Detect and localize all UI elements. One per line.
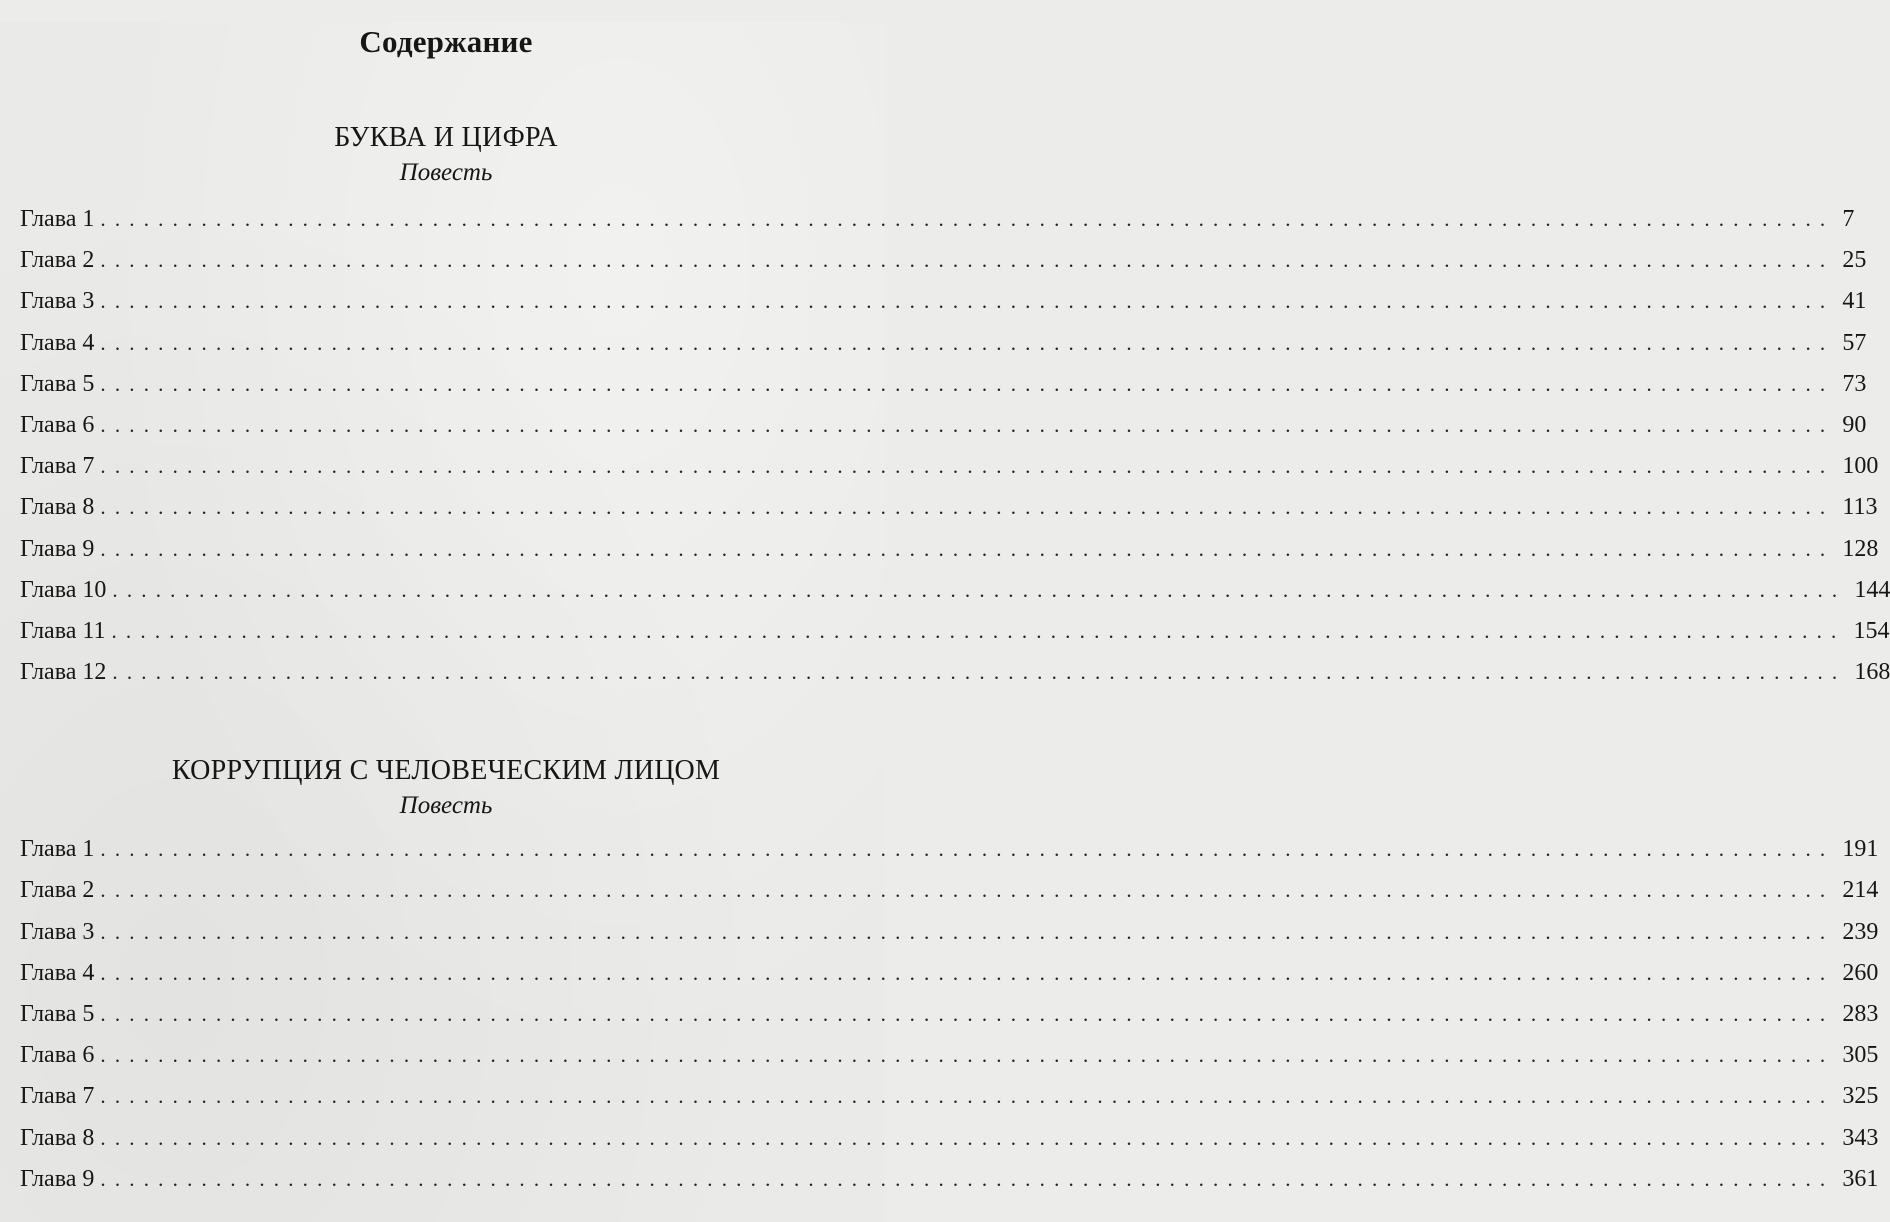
toc-entry-label: Глава 10 [20,576,107,603]
toc-entry-label: Глава 11 [20,617,106,644]
toc-entry [20,611,1890,652]
toc-entry [20,994,1879,1035]
toc-entry [20,829,1879,870]
toc-entry [20,240,1867,281]
toc-section-1 [20,120,1890,693]
toc-entry-page-number: 239 [1842,918,1879,945]
toc-entry-label: Глава 9 [20,535,95,562]
dot-leader: ........................................................................................................................ [100,1125,1835,1150]
section-subtitle: Повесть [399,159,493,186]
toc-entry-page-number: 90 [1842,411,1867,438]
toc-entry-label: Глава 1 [20,206,95,232]
toc-entry [20,652,1890,693]
toc-entry-page-number: 260 [1842,959,1879,986]
toc-entry-page-number: 325 [1842,1083,1879,1110]
dot-leader: ........................................................................................................................ [112,660,1847,685]
dot-leader: ........................................................................................................................ [100,919,1835,944]
toc-entry-page-number: 168 [1854,659,1890,686]
toc-entry [20,529,1879,570]
toc-entry-label: Глава 5 [20,370,95,397]
toc-entry-page-number: 343 [1842,1124,1879,1151]
toc-entry-label: Глава 2 [20,247,95,274]
section-title: КОРРУПЦИЯ С ЧЕЛОВЕЧЕСКИМ ЛИЦОМ [171,755,721,787]
toc-entry-page-number: 154 [1853,617,1890,644]
toc-entry-label: Глава 9 [20,1165,95,1192]
toc-entry [20,364,1867,405]
dot-leader: ........................................................................................................................ [100,289,1835,314]
toc-entry-page-number: 113 [1842,494,1878,521]
toc-entry-page-number: 305 [1842,1042,1879,1069]
toc-entry [20,1076,1879,1117]
toc-entry-page-number: 361 [1842,1165,1879,1192]
toc-entry-page-number: 100 [1842,453,1879,480]
dot-leader: ........................................................................................................................ [100,412,1835,437]
toc-entry [20,405,1867,446]
toc-entry-label: Глава 8 [20,1124,95,1151]
toc-entry-page-number: 7 [1842,206,1855,232]
toc-entry-page-number: 214 [1842,877,1879,904]
toc-entry [20,281,1867,322]
dot-leader: ........................................................................................................................ [100,1166,1835,1191]
dot-leader: ........................................................................................................................ [111,618,1846,643]
section-subtitle: Повесть [399,792,493,820]
toc-entry-page-number: 128 [1842,535,1879,562]
toc-entry-label: Глава 3 [20,288,95,315]
toc-entry-page-number: 144 [1854,576,1890,603]
toc-entry-label: Глава 4 [20,959,95,986]
toc-entry [20,323,1867,364]
dot-leader: ........................................................................................................................ [100,207,1835,231]
toc-entry [20,912,1879,953]
dot-leader: ........................................................................................................................ [100,1002,1835,1026]
dot-leader: ........................................................................................................................ [100,837,1835,862]
toc-list [20,199,1890,693]
dot-leader: ........................................................................................................................ [100,878,1835,903]
dot-leader: ........................................................................................................................ [112,577,1847,602]
toc-entry-page-number: 283 [1842,1001,1879,1027]
section-title: БУКВА И ЦИФРА [334,122,558,153]
toc-entry-label: Глава 6 [20,411,95,438]
dot-leader: ........................................................................................................................ [100,330,1835,355]
toc-entry [20,1159,1879,1200]
dot-leader: ........................................................................................................................ [100,248,1835,273]
toc-list [20,829,1879,1200]
toc-entry-page-number: 57 [1842,329,1867,356]
toc-entry-page-number: 191 [1842,836,1879,863]
toc-entry-page-number: 41 [1842,288,1867,315]
dot-leader: ........................................................................................................................ [100,536,1835,561]
dot-leader: ........................................................................................................................ [100,371,1835,396]
toc-entry-page-number: 25 [1842,247,1867,274]
toc-entry-label: Глава 8 [20,494,95,521]
dot-leader: ........................................................................................................................ [100,454,1835,479]
toc-entry [20,1035,1879,1076]
toc-entry-label: Глава 7 [20,1083,95,1110]
toc-entry-label: Глава 5 [20,1001,95,1027]
toc-entry [20,1118,1879,1159]
toc-entry [20,446,1879,487]
toc-entry [20,953,1879,994]
dot-leader: ........................................................................................................................ [100,960,1835,985]
dot-leader: ........................................................................................................................ [100,1043,1835,1068]
toc-entry-label: Глава 7 [20,453,95,480]
toc-entry-label: Глава 2 [20,877,95,904]
toc-entry [20,570,1890,611]
book-page [0,22,1890,1222]
dot-leader: ........................................................................................................................ [100,495,1835,520]
toc-entry [20,199,1855,240]
toc-entry-label: Глава 4 [20,329,95,356]
toc-entry-label: Глава 1 [20,836,95,863]
toc-entry-label: Глава 3 [20,918,95,945]
dot-leader: ........................................................................................................................ [100,1084,1835,1109]
toc-section-2 [20,753,1879,1200]
toc-entry-label: Глава 12 [20,659,107,686]
toc-entry [20,487,1878,528]
toc-entry [20,870,1879,911]
toc-entry-label: Глава 6 [20,1042,95,1069]
toc-entry-page-number: 73 [1842,370,1867,397]
page-title: Содержание [359,24,533,59]
